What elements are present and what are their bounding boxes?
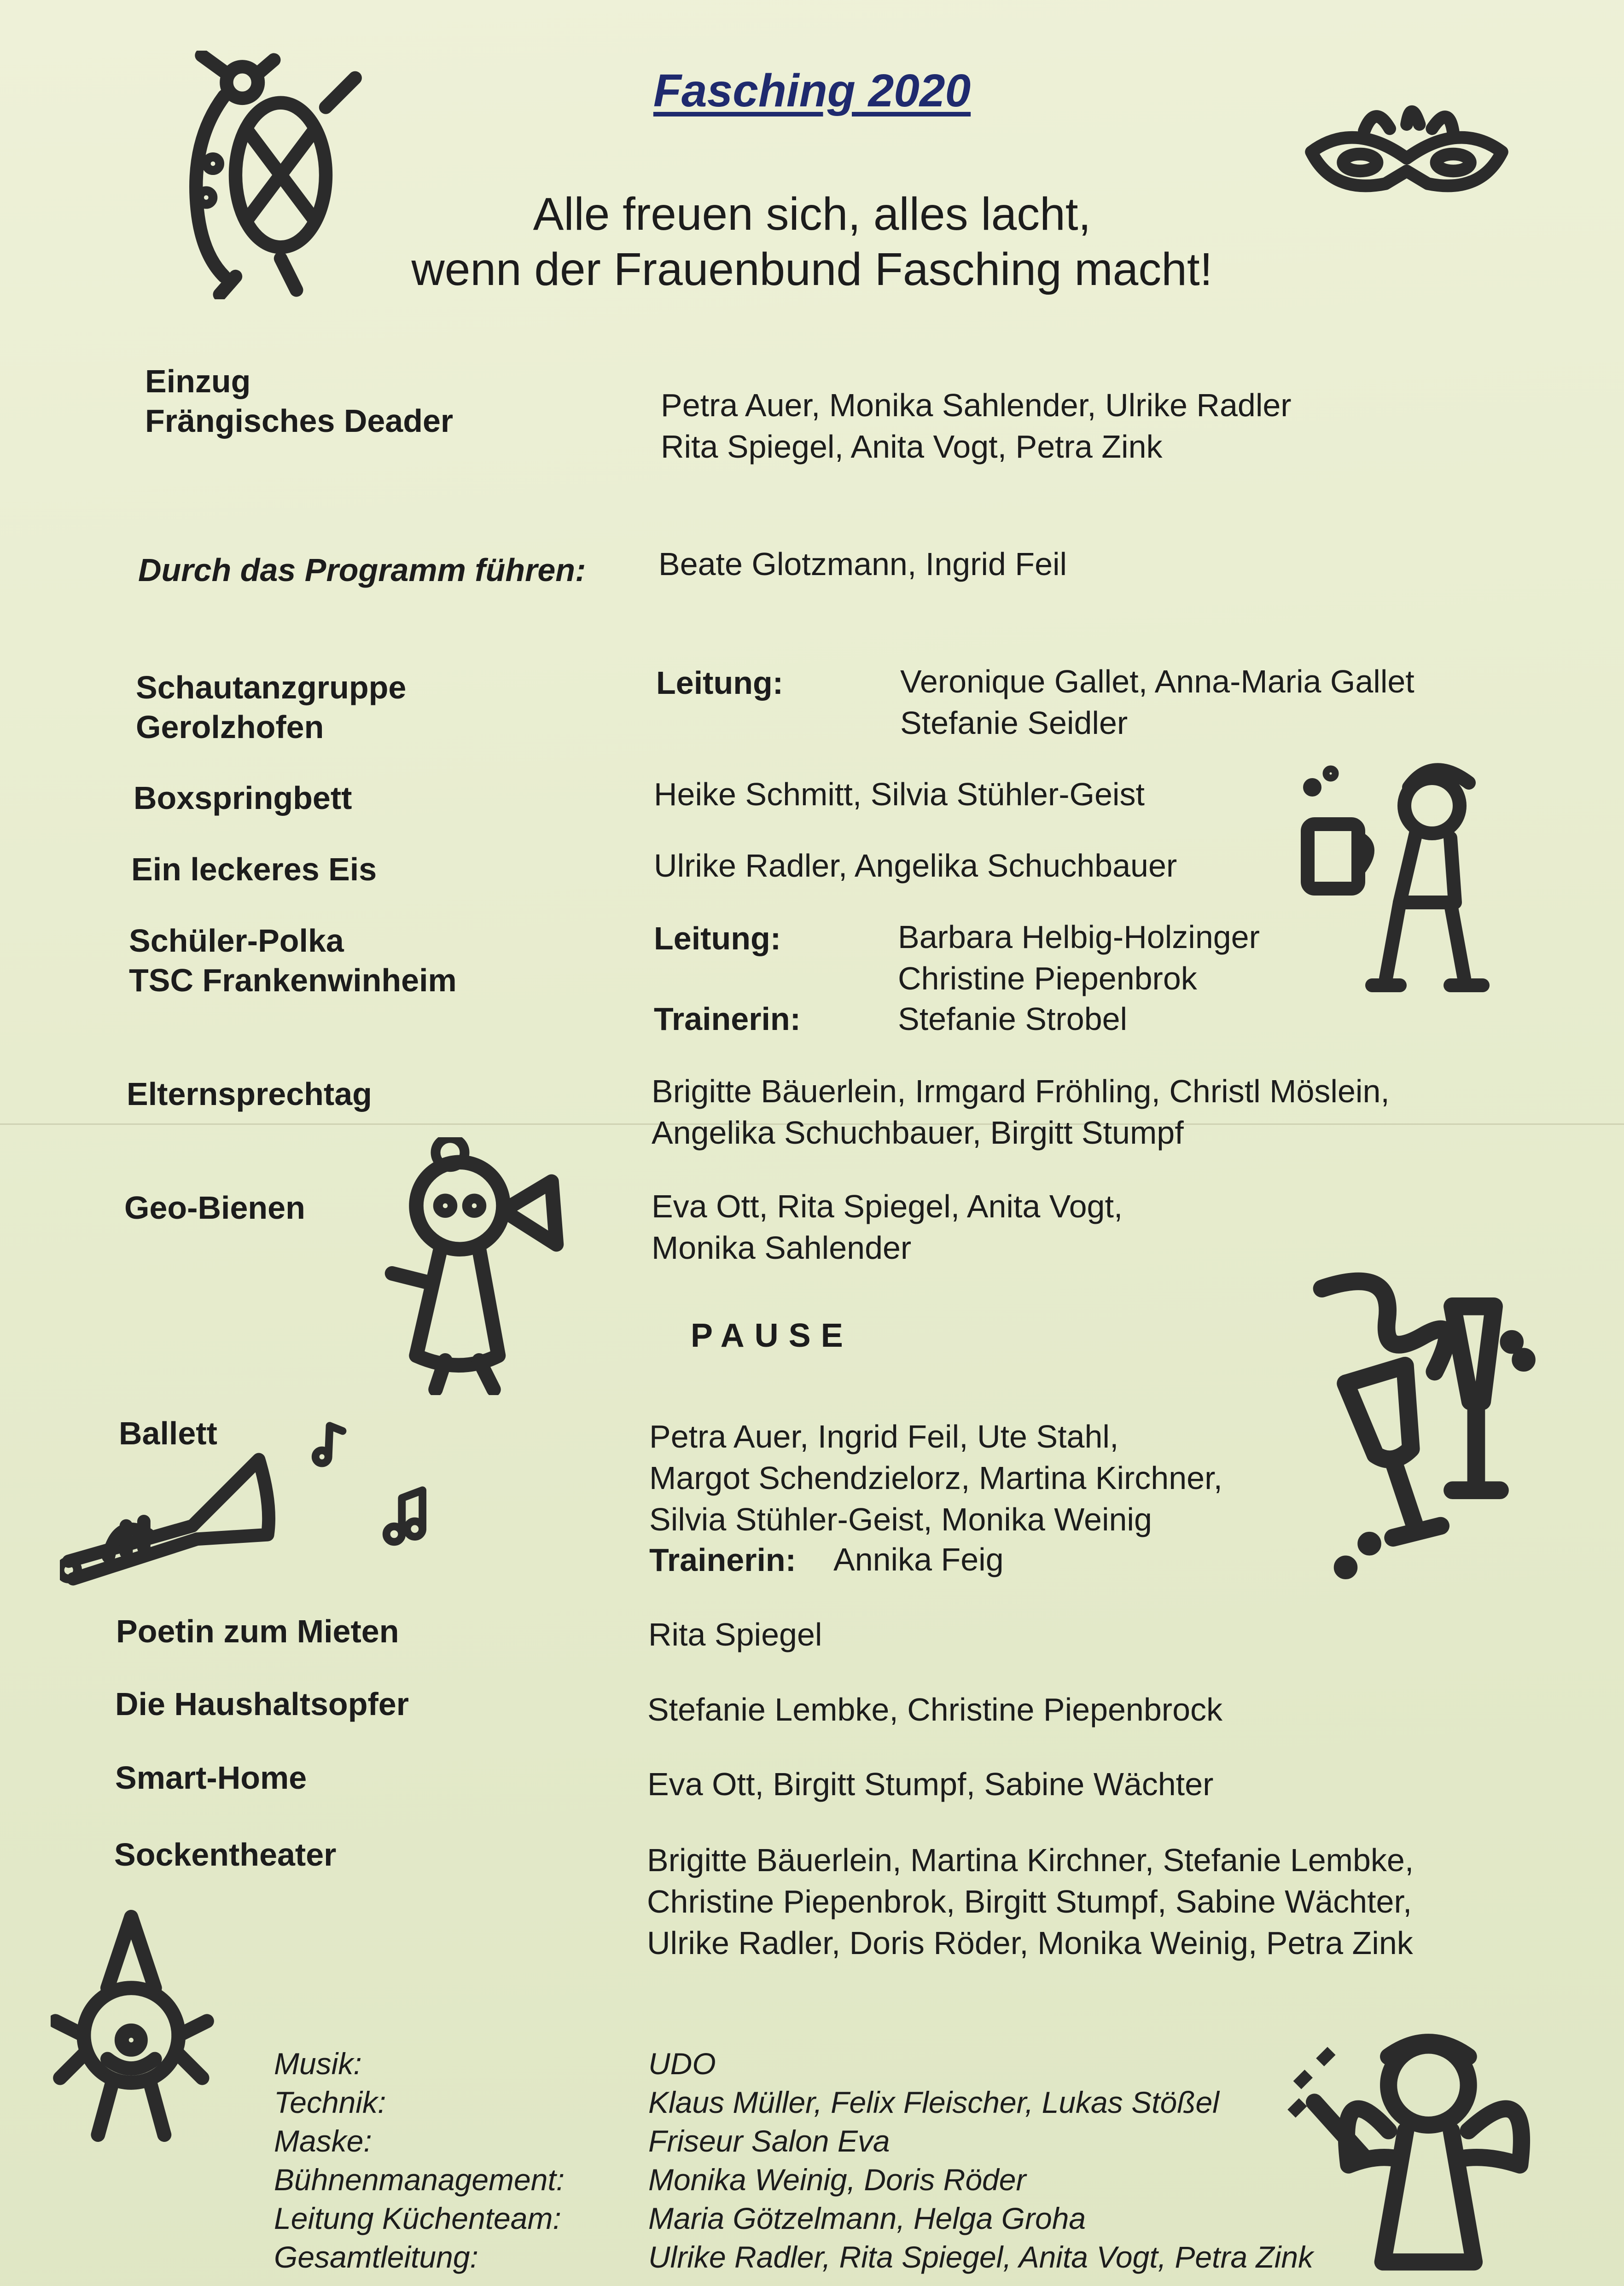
act-schueler-polka: Schüler-Polka TSC Frankenwinheim (129, 923, 457, 998)
carnival-mask-icon (1298, 99, 1515, 205)
act-names: Brigitte Bäuerlein, Martina Kirchner, Stefanie Lembke, Christine Piepenbrok, Birgitt Stumpf, Sabine Wächter, Ulrike Radler, Doris Röder, Monika Weinig, Petra Zink (647, 1842, 1414, 1961)
act-names: Annika Feig (833, 1541, 1004, 1577)
act-haushaltsopfer: Die Haushaltsopfer (115, 1686, 409, 1722)
act-names: Stefanie Strobel (898, 1001, 1128, 1037)
music-notes-icon (304, 1418, 433, 1547)
act-names: Beate Glotzmann, Ingrid Feil (658, 546, 1067, 582)
role-label: Leitung: (656, 665, 784, 701)
act-names: Eva Ott, Birgitt Stumpf, Sabine Wächter (647, 1766, 1214, 1802)
act-title: Frängisches Deader (145, 403, 454, 439)
act-names: Barbara Helbig-Holzinger Christine Piepenbrok (898, 919, 1260, 996)
act-title: Einzug (145, 363, 251, 399)
act-ballett: Ballett (119, 1415, 217, 1451)
act-names: Petra Auer, Monika Sahlender, Ulrike Radler Rita Spiegel, Anita Vogt, Petra Zink (661, 387, 1292, 465)
act-names: Petra Auer, Ingrid Feil, Ute Stahl, Margot Schendzielorz, Martina Kirchner, Silvia Stühler-Geist, Monika Weinig (649, 1419, 1222, 1537)
act-moderation: Durch das Programm führen: (138, 552, 586, 588)
role-label: Trainerin: (654, 1001, 801, 1037)
role-label: Leitung: (654, 920, 781, 956)
clown-face-icon (51, 1906, 216, 2146)
credit-values: UDO Klaus Müller, Felix Fleischer, Lukas Stößel Friseur Salon Eva Monika Weinig, Doris Röder Maria Götzelmann, Helga Groha Ulrike Radler, Rita Spiegel, Anita Vogt, Petra Zink (648, 2047, 1314, 2274)
act-names: Veronique Gallet, Anna-Maria Gallet Stefanie Seidler (900, 663, 1414, 741)
act-names: Brigitte Bäuerlein, Irmgard Fröhling, Christl Möslein, Angelika Schuchbauer, Birgitt Stumpf (652, 1073, 1390, 1151)
clown-drummer-icon (157, 51, 382, 299)
act-names: Stefanie Lembke, Christine Piepenbrock (647, 1692, 1223, 1728)
trumpet-icon (60, 1437, 281, 1593)
credit-labels: Musik: Technik: Maske: Bühnenmanagement: Leitung Küchenteam: Gesamtleitung: (274, 2047, 565, 2274)
act-sockentheater: Sockentheater (114, 1837, 337, 1873)
act-names: Ulrike Radler, Angelika Schuchbauer (654, 848, 1177, 884)
pause-label: PAUSE (691, 1317, 853, 1354)
act-poetin: Poetin zum Mieten (116, 1613, 399, 1649)
motto-line-2: wenn der Frauenbund Fasching macht! (411, 244, 1213, 295)
act-names: Heike Schmitt, Silvia Stühler-Geist (654, 776, 1145, 812)
act-names: Eva Ott, Rita Spiegel, Anita Vogt, Monika Sahlender (652, 1188, 1123, 1266)
act-names: Rita Spiegel (648, 1617, 822, 1652)
act-boxspringbett: Boxspringbett (134, 780, 352, 816)
beer-drinker-icon (1289, 760, 1519, 1004)
champagne-glasses-icon (1303, 1271, 1543, 1579)
fairy-icon (1280, 2017, 1566, 2279)
act-eis: Ein leckeres Eis (131, 851, 377, 887)
role-label: Trainerin: (649, 1542, 796, 1578)
act-elternsprechtag: Elternsprechtag (127, 1076, 372, 1112)
motto-line-1: Alle freuen sich, alles lacht, (533, 188, 1091, 240)
act-schautanzgruppe: Schautanzgruppe Gerolzhofen (136, 669, 407, 745)
act-smart-home: Smart-Home (115, 1760, 307, 1796)
act-einzug (145, 361, 453, 441)
page-title: Fasching 2020 (653, 65, 971, 116)
act-geo-bienen: Geo-Bienen (124, 1190, 305, 1226)
fan-dancer-girl-icon (378, 1137, 571, 1395)
